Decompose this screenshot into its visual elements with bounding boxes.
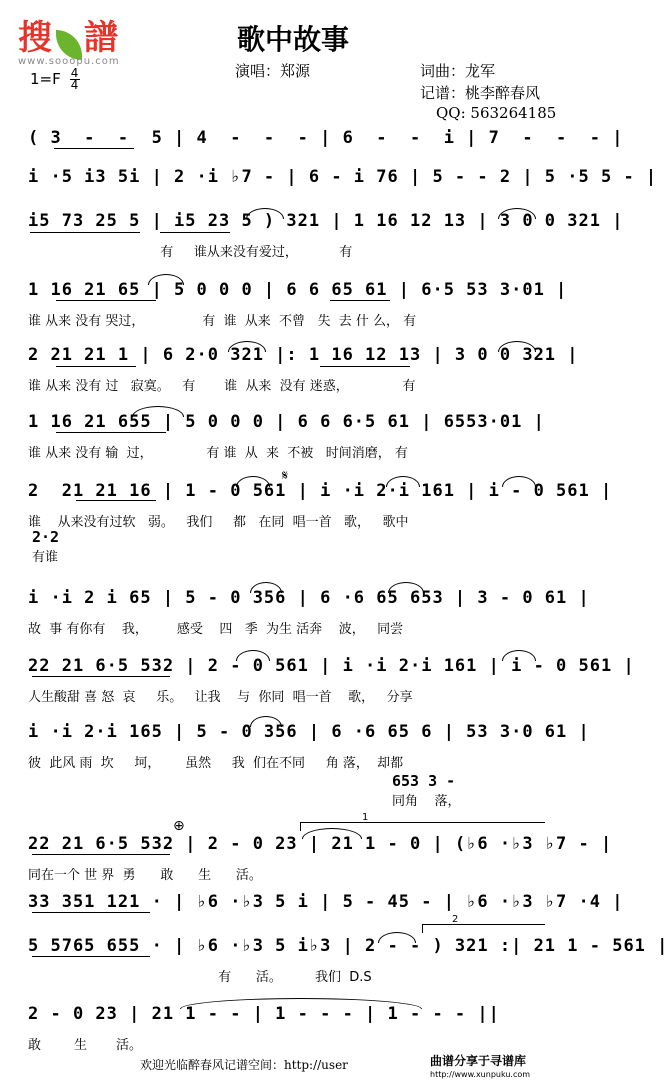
notation-line: i ·5 i3 5i | 2 ·i ♭7 - | 6 - i 76 | 5 - - 2 | 5 ·5 5 - |	[28, 167, 658, 187]
score-row-10	[28, 718, 590, 784]
singer-credit: 演唱：郑源	[235, 62, 311, 80]
beam-line	[32, 676, 170, 677]
alt-measure-2	[392, 772, 461, 809]
key-label: 1=F	[30, 70, 61, 88]
qq-number: QQ: 563264185	[436, 104, 557, 122]
notation-line: 22 21 6·5 532 | 2 - 0 561 | i ·i 2·i 161 | i - 0 561 |	[28, 656, 635, 676]
composer-credit: 词曲：龙军	[420, 62, 496, 80]
lyric-line: 有 谁从来没有爱过， 有	[28, 245, 353, 260]
beam-line	[56, 432, 166, 433]
score-row-4	[28, 276, 568, 342]
lyric-line: 彼 此风 雨 坎 坷， 虽然 我 们在不同 角 落， 却都	[28, 756, 404, 771]
score-row-13	[28, 932, 668, 998]
notation-line: 1 16 21 65 | 5 0 0 0 | 6 6 65 61 | 6·5 53 3·01 |	[28, 280, 568, 300]
beam-line	[30, 232, 140, 233]
notation-line: 33 351 121 · | ♭6 ·♭3 5 i | 5 - 45 - | ♭6 ·♭3 ♭7 ·4 |	[28, 892, 624, 912]
lyric-line: 人生酸甜 喜 怒 哀 乐。 让我 与 你同 唱一首 歌， 分享	[28, 690, 413, 705]
lyric-line: 谁 从来 没有 哭过， 有 谁 从来 不曾 失 去 什 么， 有	[28, 314, 417, 329]
alt-notation: 2·2	[32, 528, 60, 546]
coda-mark: ⊕	[173, 818, 185, 834]
alt-ending-measure	[32, 528, 59, 565]
lyric-line: 有 活。 我们 D.S	[28, 970, 372, 985]
beam-line	[32, 956, 150, 957]
notation-line: i5 73 25 5 | i5 23 5 ) 321 | 1 16 12 13 | 3 0 0 321 |	[28, 211, 624, 231]
alt-notation-2: 653 3 -	[392, 772, 456, 790]
volta-bracket-2	[422, 924, 545, 933]
lyric-line: 谁 从来 没有 过 寂寞。 有 谁 从来 没有 迷惑， 有	[28, 379, 416, 394]
notation-line: 1 16 21 655 | 5 0 0 0 | 6 6 6·5 61 | 6553·01 |	[28, 412, 545, 432]
lyric-line: 谁 从来 没有 输 过， 有 谁 从 来 不被 时间消磨， 有	[28, 446, 408, 461]
beam-line	[32, 912, 150, 913]
volta-1-label: 1	[362, 812, 369, 823]
footer-site-url[interactable]: http://www.xunpuku.com	[430, 1070, 531, 1079]
beam-line	[56, 300, 156, 301]
logo-text-right: 譜	[84, 18, 120, 58]
lyric-line: 故 事 有你有 我， 感受 四 季 为生 活奔 波， 同尝	[28, 622, 404, 637]
alt-lyric: 有谁	[32, 550, 59, 565]
beam-line	[32, 854, 170, 855]
key-signature	[30, 68, 80, 91]
lyric-line: 谁 从来没有过软 弱。 我们 都 在同 唱一首 歌， 歌中	[28, 515, 409, 530]
notation-line: 2 21 21 16 | 1 - 0 561 | i ·i 2·i 161 | i - 0 561 |	[28, 481, 613, 501]
notation-line: 2 21 21 1 | 6 2·0 321 |: 1 16 12 13 | 3 0 0 321 |	[28, 345, 579, 365]
score-row-11	[28, 830, 613, 896]
beam-line	[160, 232, 230, 233]
beam-line	[330, 300, 390, 301]
notation-line: ( 3 - - 5 | 4 - - - | 6 - - i | 7 - - - |	[28, 128, 624, 148]
time-signature	[70, 68, 80, 91]
transcriber-credit: 记谱：桃李醉春风	[420, 84, 541, 102]
score-row-5	[28, 341, 579, 407]
logo-text-left: 搜	[18, 18, 54, 58]
beam-line	[56, 366, 136, 367]
alt-lyric-2: 同角 落，	[392, 794, 461, 809]
score-row-7	[28, 477, 613, 543]
beam-line	[76, 500, 156, 501]
beam-line	[320, 366, 410, 367]
footer-share: 曲谱分享于寻谱库	[430, 1054, 527, 1068]
footer-welcome: 欢迎光临醉春风记谱空间：http://user	[140, 1058, 348, 1072]
score-row-3	[28, 207, 624, 273]
beam-line	[54, 148, 134, 149]
notation-line: 22 21 6·5 532 | 2 - 0 23 | 21 1 - 0 | (♭6 ·♭3 ♭7 - |	[28, 834, 613, 854]
segno-mark: 𝄋	[282, 468, 289, 484]
volta-2-label: 2	[452, 914, 459, 925]
score-row-8	[28, 584, 590, 650]
lyric-line: 敢 生 活。	[28, 1038, 142, 1053]
lyric-line: 同在一个 世 界 勇 敢 生 活。	[28, 868, 262, 883]
notation-line: 5 5765 655 · | ♭6 ·♭3 5 i♭3 | 2 - - ) 321 :| 21 1 - 561 |	[28, 936, 668, 956]
song-title: 歌中故事	[236, 23, 349, 56]
notation-line: 2 - 0 23 | 21 1 - - | 1 - - - | 1 - - - ||	[28, 1004, 500, 1024]
score-row-9	[28, 652, 635, 718]
notation-line: i ·i 2 i 65 | 5 - 0 356 | 6 ·6 65 653 | 3 - 0 61 |	[28, 588, 590, 608]
time-sig-bottom: 4	[70, 78, 79, 92]
score-row-6	[28, 408, 558, 474]
time-sig-top: 4	[70, 66, 79, 80]
logo-url: www.sooopu.com	[18, 55, 120, 67]
notation-line: i ·i 2·i 165 | 5 - 0 356 | 6 ·6 65 6 | 53 3·0 61 |	[28, 722, 590, 742]
